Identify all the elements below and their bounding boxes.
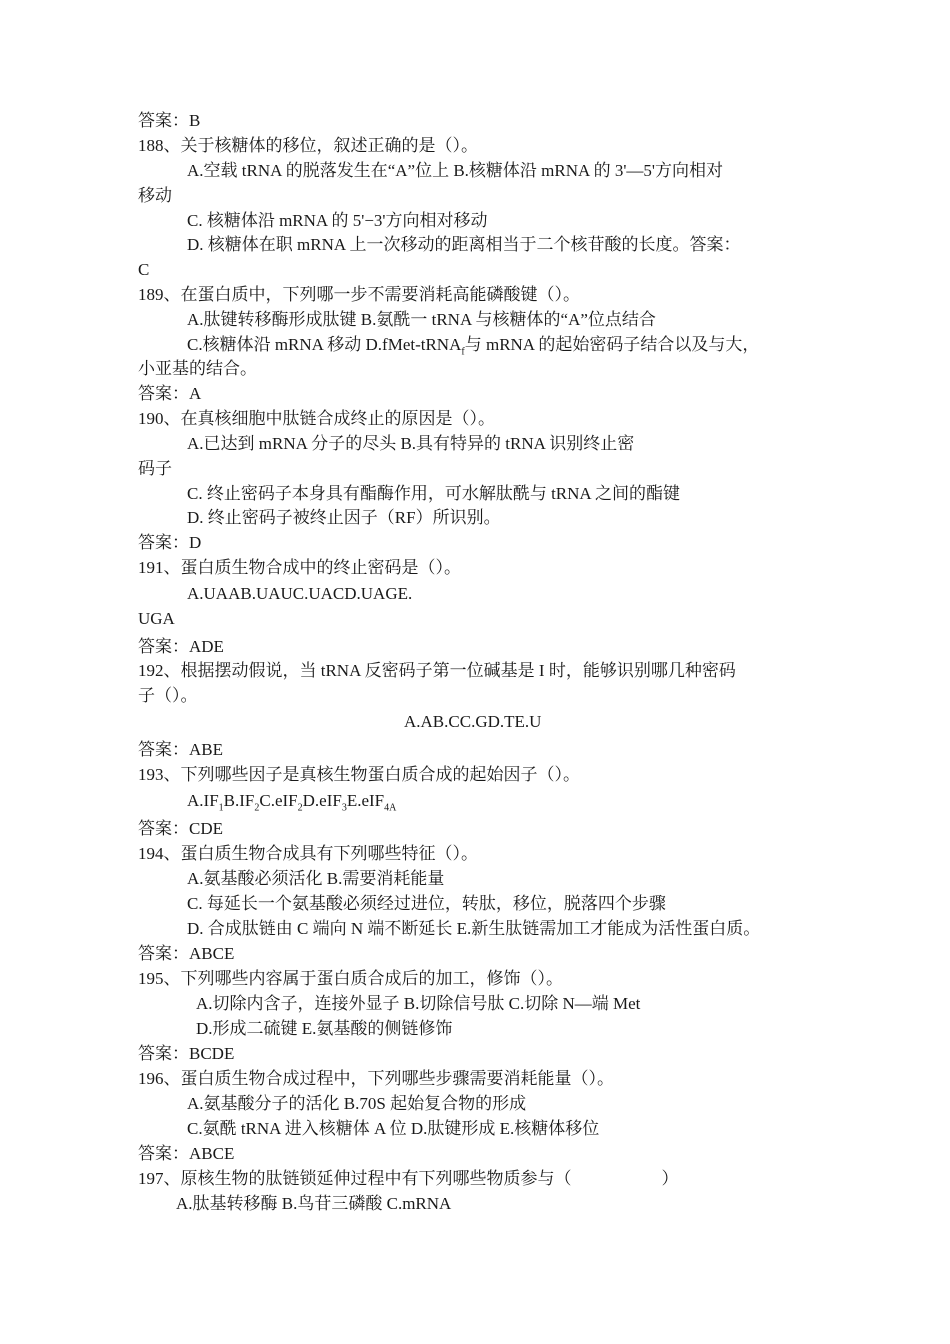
question-195: 195、下列哪些内容属于蛋白质合成后的加工，修饰（）。 bbox=[138, 969, 563, 988]
option-192: A.AB.CC.GD.TE.U bbox=[404, 712, 542, 731]
option-196-ab: A.氨基酸分子的活化 B.70S 起始复合物的形成 bbox=[187, 1094, 527, 1113]
option-194-de: D. 合成肽链由 C 端向 N 端不断延长 E.新生肽链需加工才能成为活性蛋白质。 bbox=[187, 919, 761, 938]
answer-193: 答案：CDE bbox=[138, 819, 223, 838]
answer-192: 答案：ABE bbox=[138, 740, 223, 759]
answer-189: 答案：A bbox=[138, 384, 202, 403]
opt-d: D.eIF bbox=[302, 791, 342, 810]
subscript-f: f bbox=[461, 346, 465, 358]
option-195-abc: A.切除内含子，连接外显子 B.切除信号肽 C.切除 N—端 Met bbox=[196, 994, 641, 1013]
opt-a: A.IF bbox=[187, 791, 219, 810]
sub-4a: 4A bbox=[384, 802, 397, 814]
question-192: 192、根据摆动假说，当 tRNA 反密码子第一位碱基是 I 时，能够识别哪几种密码 bbox=[138, 661, 736, 680]
question-188: 188、关于核糖体的移位，叙述正确的是（）。 bbox=[138, 136, 478, 155]
option-188-ab: A.空载 tRNA 的脱落发生在“A”位上 B.核糖体沿 mRNA 的 3'—5'方向相对 bbox=[187, 161, 723, 180]
option-188-c: C. 核糖体沿 mRNA 的 5'−3'方向相对移动 bbox=[187, 211, 488, 230]
answer-188: C bbox=[138, 260, 150, 279]
option-191-wrap: UGA bbox=[138, 609, 175, 628]
question-189: 189、在蛋白质中，下列哪一步不需要消耗高能磷酸键（）。 bbox=[138, 285, 580, 304]
opt-c: C.eIF bbox=[259, 791, 298, 810]
opt-b: B.IF bbox=[223, 791, 255, 810]
option-190-ab-wrap: 码子 bbox=[138, 459, 172, 478]
option-189-cd bbox=[187, 334, 759, 363]
option-188-d: D. 核糖体在职 mRNA 上一次移动的距离相当于二个核苷酸的长度。答案： bbox=[187, 235, 741, 254]
option-190-c: C. 终止密码子本身具有酯酶作用，可水解肽酰与 tRNA 之间的酯键 bbox=[187, 484, 681, 503]
opt-e: E.eIF bbox=[346, 791, 385, 810]
question-197 bbox=[138, 1168, 679, 1190]
option-188-ab-wrap: 移动 bbox=[138, 186, 172, 205]
option-189-ab: A.肽键转移酶形成肽键 B.氨酰一 tRNA 与核糖体的“A”位点结合 bbox=[187, 310, 656, 329]
sub-2b: 2 bbox=[297, 802, 303, 814]
question-196: 196、蛋白质生物合成过程中，下列哪些步骤需要消耗能量（）。 bbox=[138, 1069, 614, 1088]
question-197-text: 197、原核生物的肽链锁延伸过程中有下列哪些物质参与（ bbox=[138, 1169, 572, 1188]
option-194-c: C. 每延长一个氨基酸必须经过进位，转肽，移位，脱落四个步骤 bbox=[187, 894, 666, 913]
question-194: 194、蛋白质生物合成具有下列哪些特征（）。 bbox=[138, 844, 478, 863]
answer-196: 答案：ABCE bbox=[138, 1144, 235, 1163]
answer-195: 答案：BCDE bbox=[138, 1044, 235, 1063]
option-197-abc: A.肽基转移酶 B.鸟苷三磷酸 C.mRNA bbox=[176, 1194, 452, 1213]
option-195-de: D.形成二硫键 E.氨基酸的侧链修饰 bbox=[196, 1019, 453, 1038]
option-194-ab: A.氨基酸必须活化 B.需要消耗能量 bbox=[187, 869, 445, 888]
question-190: 190、在真核细胞中肽链合成终止的原因是（）。 bbox=[138, 409, 495, 428]
option-189-cd-wrap: 小亚基的结合。 bbox=[138, 359, 257, 378]
sub-2: 2 bbox=[254, 802, 260, 814]
question-197-close: ） bbox=[661, 1169, 679, 1188]
option-193 bbox=[187, 790, 396, 819]
question-191: 191、蛋白质生物合成中的终止密码是（）。 bbox=[138, 558, 461, 577]
option-189-cd-text-end: 与 mRNA 的起始密码子结合以及与大， bbox=[464, 335, 760, 354]
answer-191: 答案：ADE bbox=[138, 637, 224, 656]
answer-187: 答案：B bbox=[138, 111, 201, 130]
option-196-cde: C.氨酰 tRNA 进入核糖体 A 位 D.肽键形成 E.核糖体移位 bbox=[187, 1119, 600, 1138]
answer-190: 答案：D bbox=[138, 533, 202, 552]
sub-3: 3 bbox=[341, 802, 347, 814]
question-192-wrap: 子（）。 bbox=[138, 686, 198, 705]
option-189-cd-text: C.核糖体沿 mRNA 移动 D.fMet-tRNA bbox=[187, 335, 462, 354]
option-190-ab: A.已达到 mRNA 分子的尽头 B.具有特异的 tRNA 识别终止密 bbox=[187, 434, 635, 453]
sub-1: 1 bbox=[218, 802, 224, 814]
option-191: A.UAAB.UAUC.UACD.UAGE. bbox=[187, 584, 413, 603]
option-190-d: D. 终止密码子被终止因子（RF）所识别。 bbox=[187, 508, 501, 527]
question-193: 193、下列哪些因子是真核生物蛋白质合成的起始因子（）。 bbox=[138, 765, 580, 784]
answer-194: 答案：ABCE bbox=[138, 944, 235, 963]
